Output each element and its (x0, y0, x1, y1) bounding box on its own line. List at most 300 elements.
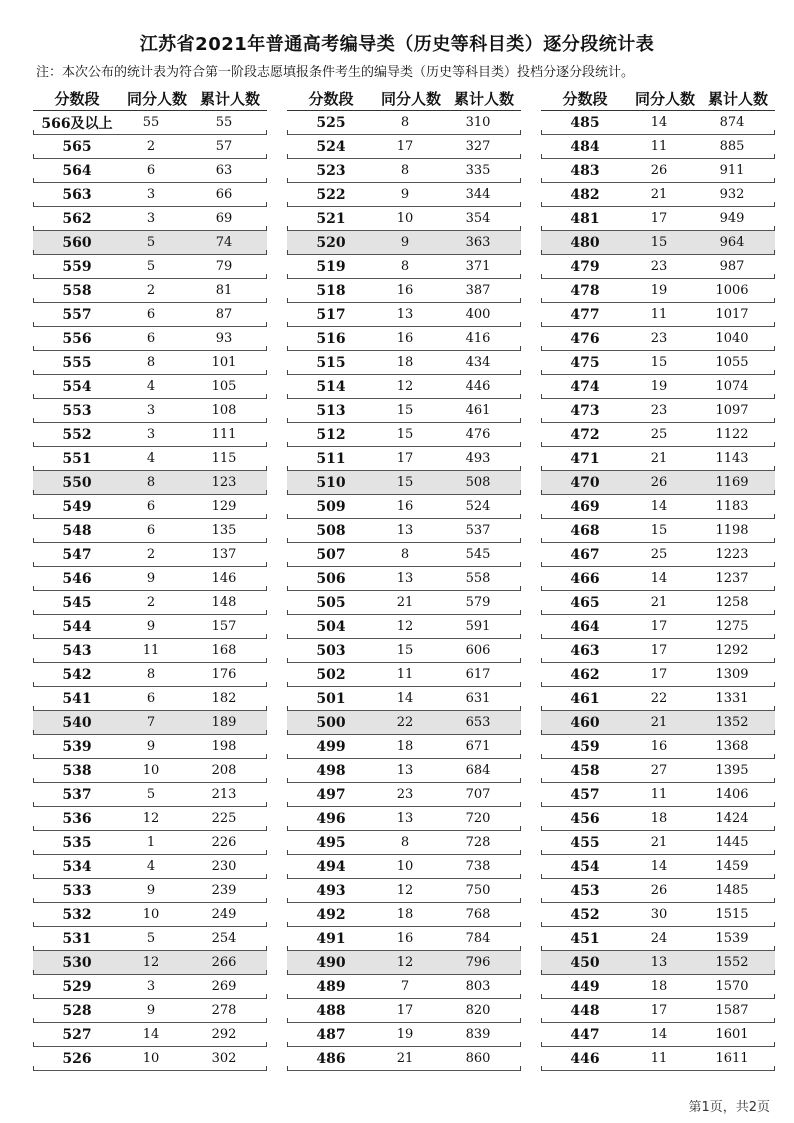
cell-same-score-count: 12 (396, 619, 414, 634)
cell-score: 466 (570, 570, 600, 587)
cell-cumulative-count: 108 (211, 403, 237, 418)
cell-cumulative-count: 1258 (715, 595, 749, 610)
cell-cumulative-count: 768 (465, 907, 491, 922)
cell-same-score-count: 11 (650, 139, 668, 154)
cell-cumulative-count: 182 (211, 691, 237, 706)
table-row (541, 1047, 775, 1071)
cell-score: 455 (570, 834, 600, 851)
table-row (33, 303, 267, 327)
cell-cumulative-count: 225 (211, 811, 237, 826)
cell-cumulative-count: 123 (211, 475, 237, 490)
cell-same-score-count: 10 (142, 763, 160, 778)
cell-cumulative-count: 1552 (715, 955, 749, 970)
table-row (541, 543, 775, 567)
cell-cumulative-count: 545 (465, 547, 491, 562)
table-row (33, 831, 267, 855)
cell-score: 453 (570, 882, 600, 899)
cell-same-score-count: 15 (396, 475, 414, 490)
cell-same-score-count: 13 (396, 523, 414, 538)
cell-cumulative-count: 738 (465, 859, 491, 874)
table-row (33, 855, 267, 879)
cell-score: 465 (570, 594, 600, 611)
cell-score: 505 (316, 594, 346, 611)
cell-score: 482 (570, 186, 600, 203)
cell-score: 473 (570, 402, 600, 419)
cell-same-score-count: 12 (142, 811, 160, 826)
table-row (541, 471, 775, 495)
table-row (541, 975, 775, 999)
cell-score: 562 (62, 210, 92, 227)
cell-same-score-count: 22 (396, 715, 414, 730)
cell-same-score-count: 6 (146, 307, 156, 322)
table-row (33, 111, 267, 135)
table-row (287, 1047, 521, 1071)
table-row (541, 375, 775, 399)
cell-score: 564 (62, 162, 92, 179)
table-row (287, 615, 521, 639)
cell-cumulative-count: 1368 (715, 739, 749, 754)
cell-same-score-count: 14 (650, 499, 668, 514)
cell-same-score-count: 9 (146, 739, 156, 754)
table-row (541, 999, 775, 1023)
table-row (287, 207, 521, 231)
cell-score: 515 (316, 354, 346, 371)
header-score-range: 分数段 (308, 89, 354, 108)
cell-same-score-count: 9 (146, 883, 156, 898)
cell-same-score-count: 17 (650, 211, 668, 226)
cell-cumulative-count: 1331 (715, 691, 749, 706)
cell-same-score-count: 15 (396, 403, 414, 418)
table-row (287, 879, 521, 903)
cell-cumulative-count: 1223 (715, 547, 749, 562)
cell-score: 462 (570, 666, 600, 683)
cell-score: 458 (570, 762, 600, 779)
cell-score: 511 (316, 450, 346, 467)
table-row (33, 135, 267, 159)
table-row (287, 327, 521, 351)
cell-same-score-count: 8 (400, 547, 410, 562)
cell-same-score-count: 6 (146, 331, 156, 346)
table-row (541, 855, 775, 879)
cell-same-score-count: 12 (142, 955, 160, 970)
cell-score: 487 (316, 1026, 346, 1043)
table-row (287, 999, 521, 1023)
cell-score: 498 (316, 762, 346, 779)
cell-score: 552 (62, 426, 92, 443)
cell-same-score-count: 21 (650, 187, 668, 202)
cell-score: 459 (570, 738, 600, 755)
cell-same-score-count: 21 (650, 595, 668, 610)
cell-cumulative-count: 1395 (715, 763, 749, 778)
cell-same-score-count: 23 (650, 331, 668, 346)
cell-cumulative-count: 254 (211, 931, 237, 946)
table-row (541, 447, 775, 471)
cell-same-score-count: 8 (146, 355, 156, 370)
cell-score: 522 (316, 186, 346, 203)
cell-score: 475 (570, 354, 600, 371)
table-row (33, 735, 267, 759)
cell-score: 534 (62, 858, 92, 875)
cell-same-score-count: 3 (146, 427, 156, 442)
cell-same-score-count: 11 (396, 667, 414, 682)
cell-score: 519 (316, 258, 346, 275)
cell-cumulative-count: 168 (211, 643, 237, 658)
table-row (33, 807, 267, 831)
cell-cumulative-count: 115 (211, 451, 237, 466)
table-row (33, 567, 267, 591)
cell-same-score-count: 13 (396, 763, 414, 778)
table-row (287, 543, 521, 567)
cell-same-score-count: 16 (396, 499, 414, 514)
cell-same-score-count: 26 (650, 883, 668, 898)
table-row (287, 375, 521, 399)
cell-score: 541 (62, 690, 92, 707)
cell-cumulative-count: 302 (211, 1051, 237, 1066)
cell-cumulative-count: 335 (465, 163, 491, 178)
cell-score: 448 (570, 1002, 600, 1019)
table-row (541, 423, 775, 447)
cell-same-score-count: 23 (650, 259, 668, 274)
cell-same-score-count: 6 (146, 499, 156, 514)
cell-score: 509 (316, 498, 346, 515)
cell-score: 476 (570, 330, 600, 347)
table-row (287, 903, 521, 927)
cell-score: 514 (316, 378, 346, 395)
page-footer: 第1页，共2页 (688, 1100, 770, 1115)
table-row (541, 903, 775, 927)
cell-same-score-count: 11 (142, 643, 160, 658)
cell-same-score-count: 14 (396, 691, 414, 706)
cell-score: 531 (62, 930, 92, 947)
cell-same-score-count: 17 (650, 619, 668, 634)
cell-cumulative-count: 1017 (715, 307, 749, 322)
header-cumulative-count: 累计人数 (707, 89, 768, 108)
cell-score: 558 (62, 282, 92, 299)
cell-cumulative-count: 1122 (715, 427, 749, 442)
cell-same-score-count: 18 (650, 811, 668, 826)
cell-cumulative-count: 671 (465, 739, 491, 754)
cell-score: 544 (62, 618, 92, 635)
cell-same-score-count: 8 (400, 259, 410, 274)
cell-cumulative-count: 189 (211, 715, 237, 730)
cell-score: 447 (570, 1026, 600, 1043)
cell-score: 486 (316, 1050, 346, 1067)
table-row (287, 855, 521, 879)
cell-same-score-count: 14 (650, 1027, 668, 1042)
cell-same-score-count: 14 (650, 859, 668, 874)
cell-cumulative-count: 1143 (715, 451, 749, 466)
table-row (33, 495, 267, 519)
table-row (287, 471, 521, 495)
cell-score: 528 (62, 1002, 92, 1019)
cell-score: 540 (62, 714, 92, 731)
cell-score: 529 (62, 978, 92, 995)
header-cumulative-count: 累计人数 (199, 89, 260, 108)
cell-cumulative-count: 111 (211, 427, 237, 442)
cell-cumulative-count: 1352 (715, 715, 749, 730)
table-row (287, 135, 521, 159)
header-same-score-count: 同分人数 (380, 89, 441, 108)
cell-score: 460 (570, 714, 600, 731)
cell-same-score-count: 17 (396, 1003, 414, 1018)
table-row (541, 879, 775, 903)
table-row (541, 111, 775, 135)
cell-same-score-count: 21 (650, 835, 668, 850)
cell-score: 506 (316, 570, 346, 587)
table-row (33, 399, 267, 423)
table-row (541, 231, 775, 255)
cell-same-score-count: 21 (396, 1051, 414, 1066)
cell-cumulative-count: 579 (465, 595, 491, 610)
cell-cumulative-count: 874 (719, 115, 745, 130)
cell-score: 500 (316, 714, 346, 731)
table-row (33, 1023, 267, 1047)
cell-cumulative-count: 230 (211, 859, 237, 874)
cell-score: 546 (62, 570, 92, 587)
cell-same-score-count: 11 (650, 1051, 668, 1066)
cell-score: 457 (570, 786, 600, 803)
table-row (541, 279, 775, 303)
cell-score: 526 (62, 1050, 92, 1067)
cell-same-score-count: 4 (146, 859, 156, 874)
cell-same-score-count: 7 (400, 979, 410, 994)
table-row (287, 1023, 521, 1047)
cell-same-score-count: 10 (396, 211, 414, 226)
table-row (33, 519, 267, 543)
table-row (33, 375, 267, 399)
cell-score: 484 (570, 138, 600, 155)
cell-score: 550 (62, 474, 92, 491)
cell-score: 469 (570, 498, 600, 515)
cell-score: 555 (62, 354, 92, 371)
cell-score: 520 (316, 234, 346, 251)
cell-same-score-count: 6 (146, 523, 156, 538)
table-row (33, 687, 267, 711)
cell-cumulative-count: 57 (215, 139, 233, 154)
table-row (287, 711, 521, 735)
table-row (287, 279, 521, 303)
cell-same-score-count: 8 (146, 475, 156, 490)
cell-cumulative-count: 148 (211, 595, 237, 610)
cell-same-score-count: 21 (650, 451, 668, 466)
table-row (33, 663, 267, 687)
cell-cumulative-count: 69 (215, 211, 233, 226)
table-row (33, 447, 267, 471)
table-row (541, 135, 775, 159)
header-same-score-count: 同分人数 (634, 89, 695, 108)
cell-cumulative-count: 87 (215, 307, 233, 322)
cell-same-score-count: 12 (396, 379, 414, 394)
cell-cumulative-count: 81 (215, 283, 233, 298)
cell-score: 566及以上 (41, 115, 113, 132)
cell-same-score-count: 13 (396, 811, 414, 826)
table-row (541, 615, 775, 639)
cell-cumulative-count: 684 (465, 763, 491, 778)
cell-same-score-count: 2 (146, 283, 156, 298)
cell-score: 461 (570, 690, 600, 707)
table-row (33, 159, 267, 183)
cell-score: 488 (316, 1002, 346, 1019)
cell-cumulative-count: 860 (465, 1051, 491, 1066)
page-title: 江苏省2021年普通高考编导类（历史等科目类）逐分段统计表 (139, 34, 655, 55)
cell-cumulative-count: 371 (465, 259, 491, 274)
cell-cumulative-count: 803 (465, 979, 491, 994)
cell-same-score-count: 5 (146, 235, 156, 250)
cell-same-score-count: 22 (650, 691, 668, 706)
cell-score: 547 (62, 546, 92, 563)
table-row (287, 831, 521, 855)
table-row (541, 1023, 775, 1047)
cell-score: 451 (570, 930, 600, 947)
cell-same-score-count: 18 (396, 355, 414, 370)
cell-score: 490 (316, 954, 346, 971)
table-row (33, 183, 267, 207)
cell-cumulative-count: 213 (211, 787, 237, 802)
table-row (287, 111, 521, 135)
header-same-score-count: 同分人数 (126, 89, 187, 108)
table-row (541, 711, 775, 735)
cell-cumulative-count: 1611 (715, 1051, 749, 1066)
table-row (541, 951, 775, 975)
table-row (33, 999, 267, 1023)
cell-same-score-count: 26 (650, 163, 668, 178)
cell-score: 492 (316, 906, 346, 923)
cell-same-score-count: 16 (396, 283, 414, 298)
cell-score: 491 (316, 930, 346, 947)
cell-cumulative-count: 885 (719, 139, 745, 154)
cell-same-score-count: 4 (146, 451, 156, 466)
cell-cumulative-count: 105 (211, 379, 237, 394)
cell-same-score-count: 18 (650, 979, 668, 994)
table-header (541, 86, 775, 111)
table-row (33, 951, 267, 975)
table-row (33, 759, 267, 783)
table-row (287, 303, 521, 327)
cell-same-score-count: 5 (146, 787, 156, 802)
cell-same-score-count: 25 (650, 547, 668, 562)
table-row (541, 207, 775, 231)
table-row (287, 423, 521, 447)
cell-score: 471 (570, 450, 600, 467)
table-row (287, 351, 521, 375)
cell-score: 481 (570, 210, 600, 227)
cell-score: 474 (570, 378, 600, 395)
cell-same-score-count: 4 (146, 379, 156, 394)
cell-score: 464 (570, 618, 600, 635)
cell-same-score-count: 12 (396, 955, 414, 970)
cell-score: 454 (570, 858, 600, 875)
table-note: 注：本次公布的统计表为符合第一阶段志愿填报条件考生的编导类（历史等科目类）投档分逐分段统计。 (36, 65, 635, 80)
cell-same-score-count: 3 (146, 979, 156, 994)
cell-score: 463 (570, 642, 600, 659)
table-row (287, 183, 521, 207)
cell-same-score-count: 17 (396, 451, 414, 466)
table-row (33, 207, 267, 231)
cell-same-score-count: 8 (400, 115, 410, 130)
cell-cumulative-count: 226 (211, 835, 237, 850)
table-header (287, 86, 521, 111)
cell-cumulative-count: 387 (465, 283, 491, 298)
cell-same-score-count: 21 (396, 595, 414, 610)
cell-same-score-count: 17 (650, 667, 668, 682)
table-row (541, 807, 775, 831)
cell-score: 489 (316, 978, 346, 995)
cell-same-score-count: 7 (146, 715, 156, 730)
table-row (541, 831, 775, 855)
cell-score: 557 (62, 306, 92, 323)
cell-same-score-count: 18 (396, 739, 414, 754)
cell-same-score-count: 3 (146, 211, 156, 226)
table-row (287, 975, 521, 999)
cell-same-score-count: 6 (146, 163, 156, 178)
table-row (541, 399, 775, 423)
cell-score: 494 (316, 858, 346, 875)
cell-score: 559 (62, 258, 92, 275)
cell-same-score-count: 27 (650, 763, 668, 778)
cell-same-score-count: 19 (396, 1027, 414, 1042)
cell-same-score-count: 16 (650, 739, 668, 754)
cell-cumulative-count: 344 (465, 187, 491, 202)
cell-cumulative-count: 278 (211, 1003, 237, 1018)
cell-score: 497 (316, 786, 346, 803)
cell-same-score-count: 9 (146, 619, 156, 634)
table-row (541, 927, 775, 951)
cell-same-score-count: 24 (650, 931, 668, 946)
table-row (287, 759, 521, 783)
cell-cumulative-count: 750 (465, 883, 491, 898)
cell-score: 495 (316, 834, 346, 851)
cell-score: 551 (62, 450, 92, 467)
cell-cumulative-count: 1055 (715, 355, 749, 370)
cell-cumulative-count: 176 (211, 667, 237, 682)
table-row (33, 639, 267, 663)
cell-cumulative-count: 434 (465, 355, 491, 370)
cell-score: 521 (316, 210, 346, 227)
table-row (33, 711, 267, 735)
header-score-range: 分数段 (54, 89, 100, 108)
cell-score: 467 (570, 546, 600, 563)
cell-cumulative-count: 653 (465, 715, 491, 730)
cell-score: 452 (570, 906, 600, 923)
cell-cumulative-count: 537 (465, 523, 491, 538)
cell-same-score-count: 55 (142, 115, 160, 130)
cell-same-score-count: 17 (650, 643, 668, 658)
cell-cumulative-count: 416 (465, 331, 491, 346)
cell-score: 532 (62, 906, 92, 923)
cell-score: 503 (316, 642, 346, 659)
table-row (33, 255, 267, 279)
cell-same-score-count: 30 (650, 907, 668, 922)
cell-score: 499 (316, 738, 346, 755)
cell-cumulative-count: 476 (465, 427, 491, 442)
cell-score: 548 (62, 522, 92, 539)
table-row (541, 183, 775, 207)
score-table-column-1 (33, 86, 267, 1071)
cell-cumulative-count: 1275 (715, 619, 749, 634)
cell-score: 512 (316, 426, 346, 443)
cell-score: 523 (316, 162, 346, 179)
cell-cumulative-count: 720 (465, 811, 491, 826)
table-row (33, 543, 267, 567)
table-row (33, 471, 267, 495)
cell-cumulative-count: 1601 (715, 1027, 749, 1042)
cell-same-score-count: 19 (650, 379, 668, 394)
table-row (541, 591, 775, 615)
cell-cumulative-count: 249 (211, 907, 237, 922)
header-cumulative-count: 累计人数 (453, 89, 514, 108)
cell-cumulative-count: 606 (465, 643, 491, 658)
cell-cumulative-count: 1074 (715, 379, 749, 394)
